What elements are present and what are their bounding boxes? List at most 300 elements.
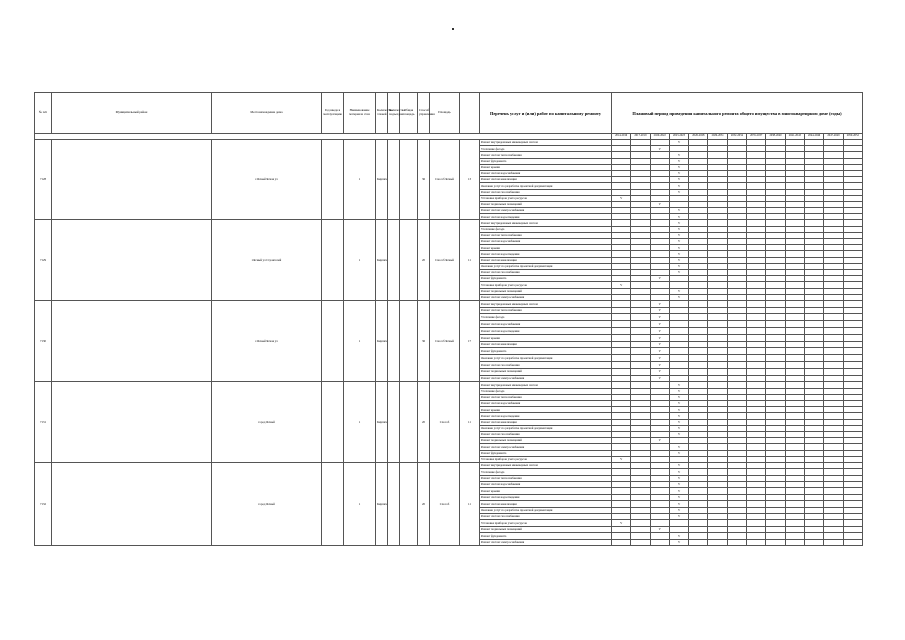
plan-year-cell: V: [669, 494, 688, 500]
plan-year-cell: [804, 368, 823, 375]
year-header-cell: 2038-2040: [766, 134, 785, 140]
plan-year-cell: V: [669, 251, 688, 257]
plan-year-cell: V: [650, 307, 669, 314]
wall-material-cell: Кирпич: [376, 140, 388, 220]
district-cell: [52, 462, 212, 545]
house-address-cell: город Ясный: [212, 462, 322, 545]
plan-year-cell: [708, 314, 727, 321]
plan-year-cell: V: [669, 239, 688, 245]
work-name-cell: Ремонт фундамента: [480, 348, 612, 355]
plan-year-cell: [785, 341, 804, 348]
plan-year-cell: [631, 307, 650, 314]
plan-year-cell: [804, 334, 823, 341]
work-name-cell: Оказание услуг по разработке проектной документации: [480, 507, 612, 513]
plan-year-cell: [843, 334, 862, 341]
header-works: Перечень услуг и (или) работ по капитальному ремонту: [480, 93, 612, 134]
header-mgmt: Способ управления: [418, 93, 430, 134]
management-cell: Способ Ясный: [430, 140, 460, 220]
plan-year-cell: [708, 368, 727, 375]
year-cell: [322, 382, 344, 462]
work-name-cell: Ремонт систем электроснабжения: [480, 208, 612, 214]
work-name-cell: Ремонт систем водоотведения: [480, 494, 612, 500]
plan-year-cell: V: [650, 375, 669, 382]
work-name-cell: Ремонт подвальных помещений: [480, 288, 612, 294]
plan-year-cell: [727, 539, 746, 545]
work-name-cell: Ремонт систем газоснабжения: [480, 189, 612, 195]
work-name-cell: Ремонт систем канализации: [480, 177, 612, 183]
plan-year-cell: [669, 341, 688, 348]
area-cell: [400, 140, 418, 220]
floors-cell: 1: [344, 382, 376, 462]
plan-year-cell: [708, 341, 727, 348]
plan-year-cell: [785, 321, 804, 328]
plan-year-cell: [612, 300, 631, 307]
plan-year-cell: [824, 355, 843, 362]
plan-year-cell: [689, 307, 708, 314]
work-name-cell: Ремонт систем водоснабжения: [480, 239, 612, 245]
year-header-cell: 2044-2046: [804, 134, 823, 140]
plan-year-cell: [689, 348, 708, 355]
work-name-cell: Ремонт крыши: [480, 164, 612, 170]
plan-year-cell: [708, 321, 727, 328]
plan-year-cell: [612, 539, 631, 545]
work-name-cell: Утепление фасада: [480, 469, 612, 475]
plan-year-cell: [843, 355, 862, 362]
work-name-cell: Оказание услуг по разработке проектной документации: [480, 183, 612, 189]
plan-year-cell: [689, 539, 708, 545]
year-header-cell: 2047-2049: [824, 134, 843, 140]
plan-year-cell: [708, 300, 727, 307]
plan-year-cell: [631, 328, 650, 335]
plan-year-cell: [631, 368, 650, 375]
work-name-cell: Ремонт крыши: [480, 245, 612, 251]
plan-year-cell: [766, 328, 785, 335]
seg-count-cell: 20: [418, 462, 430, 545]
plan-year-cell: [669, 328, 688, 335]
district-cell: [52, 300, 212, 382]
plan-year-cell: V: [669, 501, 688, 507]
plan-year-cell: V: [669, 482, 688, 488]
plan-year-cell: V: [669, 189, 688, 195]
plan-year-cell: [843, 300, 862, 307]
plan-year-cell: V: [669, 401, 688, 407]
plan-year-cell: [747, 300, 766, 307]
plan-year-cell: [689, 334, 708, 341]
work-name-cell: Ремонт внутридомовых инженерных систем: [480, 140, 612, 146]
plan-year-cell: V: [669, 475, 688, 481]
year-header-cell: 2032-2034: [727, 134, 746, 140]
plan-year-cell: [727, 341, 746, 348]
header-area: Общая площадь: [400, 93, 418, 134]
plan-year-cell: [650, 539, 669, 545]
work-name-cell: Ремонт крыши: [480, 407, 612, 413]
plan-year-cell: V: [669, 263, 688, 269]
house-address-cell: г.Ясный Ясная ул: [212, 300, 322, 382]
plan-year-cell: [689, 362, 708, 369]
seg-count-cell: 36: [418, 140, 430, 220]
work-name-cell: Оказание услуг по разработке проектной документации: [480, 263, 612, 269]
year-header-cell: 2020-2022: [650, 134, 669, 140]
plan-year-cell: [689, 355, 708, 362]
plan-year-cell: [747, 375, 766, 382]
plan-year-cell: [747, 348, 766, 355]
year-header-cell: 2035-2037: [747, 134, 766, 140]
plan-year-cell: V: [650, 334, 669, 341]
header-district: Муниципальный район: [52, 93, 212, 134]
plan-year-cell: [747, 328, 766, 335]
plan-year-cell: V: [669, 533, 688, 539]
plan-year-cell: V: [612, 456, 631, 462]
work-name-cell: Оказание услуг по разработке проектной документации: [480, 425, 612, 431]
plan-year-cell: [631, 375, 650, 382]
plan-year-cell: [708, 307, 727, 314]
work-name-cell: Ремонт подвальных помещений: [480, 201, 612, 207]
plan-year-cell: [843, 368, 862, 375]
plan-year-cell: [669, 334, 688, 341]
work-name-cell: Ремонт крыши: [480, 488, 612, 494]
plan-year-cell: [708, 348, 727, 355]
plan-year-cell: [631, 341, 650, 348]
plan-year-cell: [843, 348, 862, 355]
plan-year-cell: [612, 328, 631, 335]
plan-year-cell: V: [669, 269, 688, 275]
year-header-cell: 2041-2043: [785, 134, 804, 140]
plan-year-cell: V: [669, 245, 688, 251]
plan-year-cell: V: [669, 152, 688, 158]
work-name-cell: Утепление фасада: [480, 314, 612, 321]
work-name-cell: Ремонт систем электроснабжения: [480, 539, 612, 545]
plan-year-cell: V: [669, 177, 688, 183]
entrances-cell: [388, 140, 400, 220]
work-name-cell: Ремонт крыши: [480, 334, 612, 341]
plan-year-cell: V: [669, 488, 688, 494]
table-header-row: [35, 93, 863, 134]
plan-year-cell: [804, 355, 823, 362]
area-cell: [400, 220, 418, 300]
plan-year-cell: V: [650, 368, 669, 375]
plan-year-cell: V: [650, 201, 669, 207]
area-value-cell: 13: [460, 140, 480, 220]
area-value-cell: 11: [460, 382, 480, 462]
plan-year-cell: [843, 314, 862, 321]
plan-year-cell: V: [669, 158, 688, 164]
plan-year-cell: [708, 355, 727, 362]
plan-year-cell: [785, 375, 804, 382]
plan-year-cell: V: [669, 183, 688, 189]
house-number-cell: 7132: [35, 462, 52, 545]
plan-year-cell: [727, 362, 746, 369]
house-number-cell: 7131: [35, 382, 52, 462]
plan-year-cell: V: [669, 294, 688, 300]
work-name-cell: Ремонт систем электроснабжения: [480, 294, 612, 300]
plan-year-cell: [804, 539, 823, 545]
plan-year-cell: [766, 300, 785, 307]
plan-year-cell: [804, 300, 823, 307]
work-name-cell: Ремонт фундамента: [480, 450, 612, 456]
plan-year-cell: [689, 375, 708, 382]
seg-count-cell: 20: [418, 220, 430, 300]
plan-year-cell: [669, 321, 688, 328]
work-name-cell: Ремонт систем теплоснабжения: [480, 475, 612, 481]
plan-year-cell: [631, 348, 650, 355]
plan-year-cell: [766, 355, 785, 362]
plan-year-cell: [785, 362, 804, 369]
plan-year-cell: [612, 314, 631, 321]
plan-year-cell: [689, 314, 708, 321]
work-name-cell: Ремонт систем водоснабжения: [480, 482, 612, 488]
plan-year-cell: [824, 334, 843, 341]
plan-year-cell: [612, 375, 631, 382]
work-name-cell: Ремонт внутридомовых инженерных систем: [480, 462, 612, 468]
work-name-cell: Ремонт систем теплоснабжения: [480, 394, 612, 400]
plan-year-cell: [824, 300, 843, 307]
plan-year-cell: V: [669, 232, 688, 238]
wall-material-cell: Кирпич: [376, 382, 388, 462]
plan-year-cell: V: [669, 425, 688, 431]
plan-year-cell: [785, 300, 804, 307]
year-header-cell: 2017-2019: [631, 134, 650, 140]
work-name-cell: Ремонт внутридомовых инженерных систем: [480, 300, 612, 307]
plan-year-cell: V: [669, 462, 688, 468]
plan-year-cell: [669, 307, 688, 314]
entrances-cell: [388, 382, 400, 462]
work-name-cell: Ремонт систем газоснабжения: [480, 362, 612, 369]
plan-year-cell: V: [650, 321, 669, 328]
header-address: Местонахождение дома: [212, 93, 322, 134]
district-cell: [52, 382, 212, 462]
plan-year-cell: [804, 348, 823, 355]
plan-year-cell: V: [669, 413, 688, 419]
work-name-cell: Установка приборов учета ресурсов: [480, 456, 612, 462]
work-name-cell: Ремонт систем электроснабжения: [480, 375, 612, 382]
plan-year-cell: [747, 539, 766, 545]
house-address-cell: г.Ясный Ясная ул: [212, 140, 322, 220]
plan-year-cell: [804, 307, 823, 314]
header-wall: Наименование материала стен: [344, 93, 376, 134]
plan-year-cell: [785, 334, 804, 341]
entrances-cell: [388, 462, 400, 545]
plan-year-cell: [669, 300, 688, 307]
work-name-cell: Ремонт систем водоотведения: [480, 328, 612, 335]
floors-cell: 1: [344, 462, 376, 545]
plan-year-cell: [747, 334, 766, 341]
plan-year-cell: [785, 328, 804, 335]
plan-year-cell: [785, 539, 804, 545]
plan-year-cell: [766, 348, 785, 355]
house-number-cell: 7130: [35, 300, 52, 382]
plan-year-cell: [766, 321, 785, 328]
work-name-cell: Ремонт систем канализации: [480, 419, 612, 425]
plan-year-cell: [708, 328, 727, 335]
plan-year-cell: V: [669, 214, 688, 220]
plan-year-cell: [785, 314, 804, 321]
plan-year-cell: [766, 307, 785, 314]
work-name-cell: Ремонт систем газоснабжения: [480, 514, 612, 520]
plan-year-cell: V: [669, 220, 688, 226]
plan-year-cell: V: [650, 314, 669, 321]
capital-repair-table: [34, 92, 863, 546]
plan-year-cell: V: [650, 355, 669, 362]
header-seg: Площадь: [430, 93, 460, 134]
plan-year-cell: [689, 321, 708, 328]
work-name-cell: Ремонт систем водоотведения: [480, 251, 612, 257]
plan-year-cell: V: [669, 288, 688, 294]
plan-year-cell: [612, 348, 631, 355]
plan-year-cell: [804, 341, 823, 348]
plan-year-cell: [727, 321, 746, 328]
work-name-cell: Ремонт систем канализации: [480, 341, 612, 348]
year-cell: [322, 462, 344, 545]
plan-year-cell: [689, 328, 708, 335]
plan-year-cell: [708, 334, 727, 341]
plan-year-cell: [766, 334, 785, 341]
management-cell: Способ: [430, 382, 460, 462]
plan-year-cell: [708, 375, 727, 382]
entrances-cell: [388, 300, 400, 382]
work-name-cell: Ремонт систем теплоснабжения: [480, 152, 612, 158]
plan-year-cell: V: [650, 438, 669, 444]
plan-year-cell: [824, 328, 843, 335]
plan-year-cell: [766, 368, 785, 375]
plan-year-cell: [631, 334, 650, 341]
work-name-cell: Ремонт систем теплоснабжения: [480, 232, 612, 238]
plan-year-cell: [766, 341, 785, 348]
table-body: [35, 140, 863, 546]
entrances-cell: [388, 220, 400, 300]
plan-year-cell: [824, 314, 843, 321]
work-name-cell: Ремонт фундамента: [480, 533, 612, 539]
plan-year-cell: [669, 355, 688, 362]
plan-year-cell: [843, 341, 862, 348]
plan-year-cell: [804, 328, 823, 335]
plan-year-cell: [824, 362, 843, 369]
plan-year-cell: V: [669, 507, 688, 513]
work-name-cell: Ремонт подвальных помещений: [480, 526, 612, 532]
plan-year-cell: V: [650, 328, 669, 335]
plan-year-cell: V: [650, 276, 669, 282]
header-floors: Количество этажей: [376, 93, 388, 134]
house-number-cell: 7129: [35, 220, 52, 300]
work-name-cell: Оказание услуг по разработке проектной документации: [480, 355, 612, 362]
year-header-cell: 2014-2016: [612, 134, 631, 140]
plan-year-cell: [727, 314, 746, 321]
plan-year-cell: V: [669, 170, 688, 176]
plan-year-cell: [843, 321, 862, 328]
plan-year-cell: V: [669, 431, 688, 437]
plan-year-cell: [727, 375, 746, 382]
plan-year-cell: [824, 307, 843, 314]
plan-year-cell: V: [669, 257, 688, 263]
year-header-cell: 2026-2028: [689, 134, 708, 140]
plan-year-cell: [824, 375, 843, 382]
plan-year-cell: [727, 368, 746, 375]
plan-year-cell: [843, 307, 862, 314]
year-cell: [322, 140, 344, 220]
plan-year-cell: [669, 375, 688, 382]
work-name-cell: Ремонт подвальных помещений: [480, 368, 612, 375]
plan-year-cell: [824, 348, 843, 355]
plan-year-cell: [708, 362, 727, 369]
plan-year-cell: [766, 314, 785, 321]
plan-year-cell: [631, 539, 650, 545]
work-name-cell: Ремонт систем водоснабжения: [480, 321, 612, 328]
floors-cell: 1: [344, 140, 376, 220]
plan-year-cell: V: [669, 539, 688, 545]
plan-year-cell: [766, 362, 785, 369]
plan-year-cell: [631, 362, 650, 369]
work-name-cell: Ремонт систем теплоснабжения: [480, 307, 612, 314]
plan-year-cell: V: [669, 208, 688, 214]
plan-year-cell: V: [650, 348, 669, 355]
management-cell: Способ Ясный: [430, 300, 460, 382]
header-entrances: Количество подъездов: [388, 93, 400, 134]
plan-year-cell: [669, 368, 688, 375]
header-year: Год ввода в эксплуатацию: [322, 93, 344, 134]
plan-year-cell: V: [612, 195, 631, 201]
work-name-cell: Ремонт систем водоснабжения: [480, 401, 612, 407]
plan-year-cell: [843, 328, 862, 335]
work-name-cell: Утепление фасада: [480, 146, 612, 152]
plan-year-cell: V: [669, 388, 688, 394]
capital-repair-table-sheet: [34, 92, 862, 544]
work-name-cell: Ремонт систем водоотведения: [480, 413, 612, 419]
house-address-cell: г.Ясный ул Строителей: [212, 220, 322, 300]
plan-year-cell: [689, 368, 708, 375]
plan-year-cell: V: [612, 520, 631, 526]
header-plan-period: Плановый период проведения капитального ремонта общего имущества в многоквартирном доме (годы): [612, 93, 863, 134]
plan-year-cell: V: [650, 300, 669, 307]
plan-year-cell: V: [650, 526, 669, 532]
plan-year-cell: V: [669, 394, 688, 400]
plan-year-cell: [843, 362, 862, 369]
area-cell: [400, 300, 418, 382]
plan-year-cell: V: [650, 146, 669, 152]
plan-year-cell: [785, 348, 804, 355]
work-name-cell: Ремонт фундамента: [480, 276, 612, 282]
plan-year-cell: V: [669, 450, 688, 456]
plan-year-cell: [824, 539, 843, 545]
plan-year-cell: V: [669, 419, 688, 425]
plan-year-cell: V: [669, 140, 688, 146]
work-name-cell: Ремонт фундамента: [480, 158, 612, 164]
plan-year-cell: [804, 375, 823, 382]
plan-year-cell: [785, 368, 804, 375]
management-cell: Способ: [430, 462, 460, 545]
plan-year-cell: V: [669, 382, 688, 388]
plan-year-cell: V: [669, 407, 688, 413]
plan-year-cell: [747, 321, 766, 328]
house-address-cell: город Ясный: [212, 382, 322, 462]
work-name-cell: Ремонт систем электроснабжения: [480, 444, 612, 450]
plan-year-cell: [631, 300, 650, 307]
plan-year-cell: [612, 362, 631, 369]
wall-material-cell: Кирпич: [376, 462, 388, 545]
page-mark-dot: [452, 28, 454, 30]
plan-year-cell: [612, 355, 631, 362]
area-cell: [400, 462, 418, 545]
table-row: [35, 300, 863, 307]
plan-year-cell: [766, 539, 785, 545]
district-cell: [52, 140, 212, 220]
year-header-cell: 2050-2052: [843, 134, 862, 140]
plan-year-cell: [669, 314, 688, 321]
work-name-cell: Ремонт систем водоотведения: [480, 214, 612, 220]
plan-year-cell: [631, 355, 650, 362]
plan-year-cell: [669, 348, 688, 355]
wall-material-cell: Кирпич: [376, 220, 388, 300]
work-name-cell: Утепление фасада: [480, 388, 612, 394]
plan-year-cell: [824, 368, 843, 375]
